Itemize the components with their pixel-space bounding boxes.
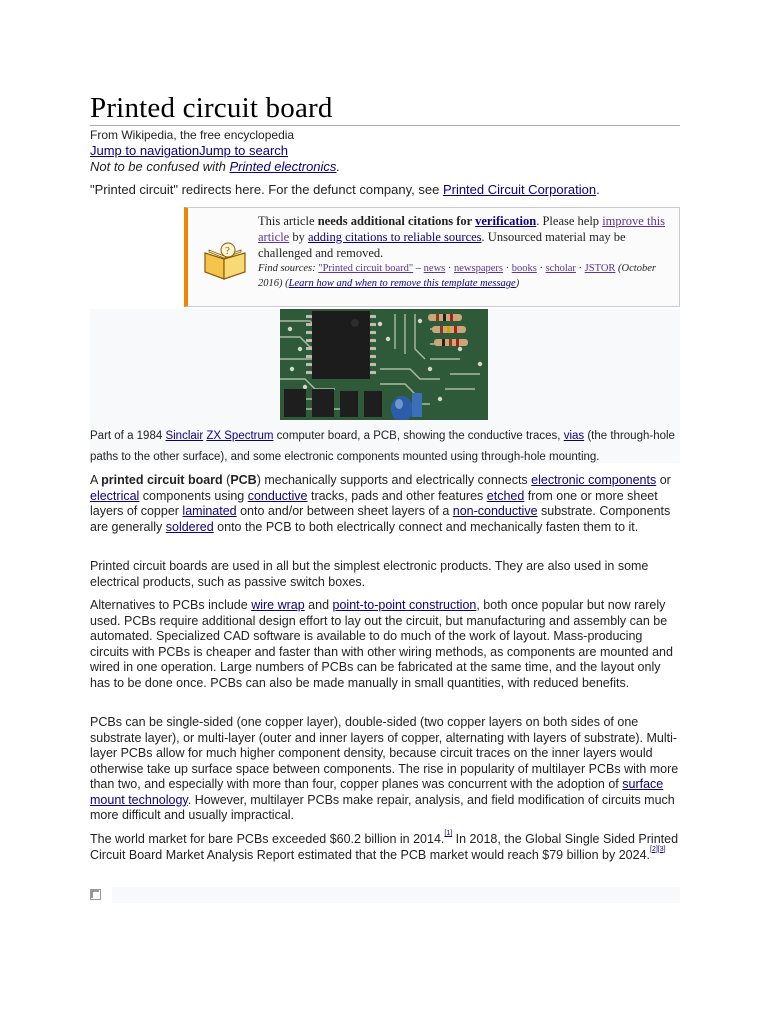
pcb-photo [280,309,488,420]
figure-caption [90,426,680,468]
separator: – [413,263,424,274]
vias-link[interactable]: vias [563,430,585,442]
scholar-link[interactable]: scholar [545,263,576,274]
notice-date: (October 2016) ( [258,263,656,289]
point-to-point-link[interactable]: point-to-point construction [332,598,477,612]
caption-text: computer board, a PCB, showing the conductive traces, [273,430,564,442]
printed-circuit-corporation-link[interactable]: Printed Circuit Corporation [442,182,597,197]
para-text: PCBs can be single-sided (one copper layer), double-sided (two copper layers on both sides of one substrate layer), or multi-layer (outer and inner layers of copper, alternating with layers of substrate). Multi-layer PCBs allow for much higher component density, because circuit traces on the inner layers would otherwise take up surface space between components. The rise in popularity of multilayer PCBs with more than two, and especially with more than four, copper planes was concurrent with the adoption of [90,715,679,791]
non-conductive-link[interactable]: non-conductive [452,504,538,518]
verification-link[interactable]: verification [475,214,537,228]
title-divider [90,125,680,126]
citation-2-3-link[interactable]: [2][3] [650,845,666,853]
hatnote-redirect [90,182,600,197]
news-link[interactable]: news [423,263,446,274]
site-subtitle: From Wikipedia, the free encyclopedia [90,128,295,142]
newspapers-link[interactable]: newspapers [454,263,503,274]
notice-span: This article [258,214,318,228]
notice-span: . Please help [536,214,603,228]
para-text: Alternatives to PCBs include [90,598,252,612]
book-question-icon [202,241,248,281]
hatnote-not-confused [90,159,340,174]
citation-1-link[interactable]: [1] [444,830,453,837]
find-sources-label: Find sources: [258,263,319,274]
surface-mount-link[interactable]: surface mount technology [90,777,664,807]
jump-links [90,143,288,158]
figure-placeholder [112,887,680,903]
page-title: Printed circuit board [90,92,333,124]
paragraph-usage: Printed circuit boards are used in all but the simplest electronic products. They are also used in some electrical products, such as passive switch boxes. [90,559,649,589]
para-text: substrate. Components are generally [90,504,671,534]
caption-text: Part of a 1984 [90,430,166,442]
para-text: tracks, pads and other features [307,488,487,503]
para-text: . However, multilayer PCBs make repair, analysis, and field modification of circuits much more difficult and usually impractical. [90,792,675,822]
para-text: The world market for bare PCBs exceeded $60.2 billion in 2014. [90,832,445,846]
notice-span: by [289,230,308,244]
para-text: In 2018, the Global Single Sided Printed Circuit Board Market Analysis Report estimated that the PCB market would reach $79 billion by 2024. [90,832,679,862]
electronic-components-link[interactable]: electronic components [531,473,657,487]
para-text: from one or more sheet layers of copper [90,488,658,518]
etched-link[interactable]: etched [486,488,525,503]
soldered-link[interactable]: soldered [165,519,214,534]
find-sources [258,261,673,291]
books-link[interactable]: books [511,263,537,274]
learn-how-link[interactable]: Learn how and when to remove this template message [288,278,516,289]
notice-bold: needs additional citations for [317,214,476,228]
paragraph-market [90,832,680,863]
sinclair-link[interactable]: Sinclair [165,430,204,442]
jump-to-navigation-link[interactable]: Jump to navigation [90,143,200,158]
para-text: ) mechanically supports and electrically connects [256,473,532,487]
separator: · [445,263,455,274]
citation-notice-box [184,207,680,307]
notice-text [258,213,673,261]
hatnote-text: Not to be confused with [90,159,230,174]
printed-electronics-link[interactable]: Printed electronics [229,159,337,174]
jstor-link[interactable]: JSTOR [584,263,616,274]
separator: · [575,263,585,274]
caption-text: (the through-hole paths to the other surface), and some electronic components mounted using through-hole mounting. [90,430,675,463]
find-query-link[interactable]: "Printed circuit board" [318,263,414,274]
paragraph-layers [90,715,680,824]
adding-citations-link[interactable]: adding citations to reliable sources [307,230,482,244]
conductive-link[interactable]: conductive [247,488,308,503]
term-bold: PCB [230,473,257,487]
hatnote-text: "Printed circuit" redirects here. For the defunct company, see [90,182,443,197]
para-text: A [90,473,102,487]
figure [90,309,680,463]
paragraph-alternatives [90,598,680,691]
jump-to-search-link[interactable]: Jump to search [199,143,288,158]
term-bold: printed circuit board [101,473,223,487]
svg-text:?: ? [225,245,230,257]
para-text: , both once popular but now rarely used. PCBs require additional design effort to lay out the circuit, but manufacturing and assembly can be automated. Specialized CAD software is available to do much of the work of layout. Mass-producing circuits with PCBs is cheaper and faster than with other wiring methods, as components are mounted and wired in one operation. Large numbers of PCBs can be fabricated at the same time, and the layout only has to be done once. PCBs can also be made manually in small quantities, with reduced benefits. [90,598,673,690]
paragraph-intro [90,473,680,535]
improve-article-link[interactable]: improve this article [258,214,666,244]
wire-wrap-link[interactable]: wire wrap [251,598,305,612]
laminated-link[interactable]: laminated [182,504,237,518]
para-text: ( [222,473,231,487]
separator: ) [515,278,520,289]
para-text: onto and/or between sheet layers of a [236,504,453,518]
para-text: or [656,473,671,487]
broken-image-icon [90,889,101,900]
separator: · [536,263,546,274]
para-text: onto the PCB to both electrically connect and mechanically fasten them to it. [213,519,639,534]
separator: · [503,263,512,274]
para-text: components using [139,488,248,503]
electrical-link[interactable]: electrical [90,488,140,503]
para-text: and [304,598,333,612]
zx-spectrum-link[interactable]: ZX Spectrum [206,430,274,442]
notice-span: . Unsourced material may be challenged and removed. [258,230,626,260]
hatnote-text: . [596,182,600,197]
hatnote-text: . [336,159,341,174]
